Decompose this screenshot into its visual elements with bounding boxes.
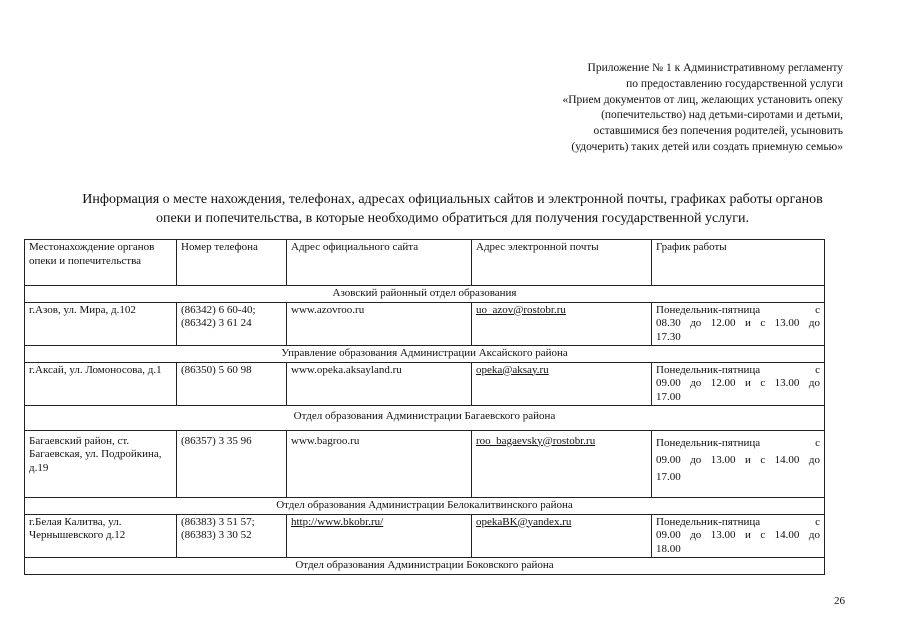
office-address: Багаевский район, ст. Багаевская, ул. Подройкина, д.19 <box>25 430 177 498</box>
appendix-line: (удочерить) таких детей или создать приемную семью» <box>571 140 843 153</box>
schedule-line: 17.00 <box>656 470 681 483</box>
office-email[interactable]: opeka@aksay.ru <box>472 362 652 406</box>
schedule-line: 18.00 <box>656 542 681 555</box>
guardianship-offices-table <box>24 239 825 575</box>
office-phones <box>177 514 287 558</box>
header-email: Адрес электронной почты <box>472 240 652 286</box>
schedule-line: 09.00 до 13.00 и с 14.00 до <box>656 529 820 541</box>
office-address: г.Аксай, ул. Ломоносова, д.1 <box>25 362 177 406</box>
section-title: Азовский районный отдел образования <box>25 286 825 303</box>
section-title-row <box>25 558 825 575</box>
phone-number: (86342) 3 61 24 <box>181 317 252 329</box>
schedule-line: 09.00 до 13.00 и с 14.00 до <box>656 453 820 466</box>
header-phone: Номер телефона <box>177 240 287 286</box>
schedule-line: Понедельник-пятница с <box>656 436 820 449</box>
phone-number: (86357) 3 35 96 <box>181 434 252 447</box>
office-phones <box>177 430 287 498</box>
office-email[interactable]: roo_bagaevsky@rostobr.ru <box>472 430 652 498</box>
office-email[interactable]: uo_azov@rostobr.ru <box>472 302 652 346</box>
section-title-row <box>25 498 825 515</box>
phone-number: (86383) 3 51 57; <box>181 515 255 528</box>
section-title: Отдел образования Администрации Боковского района <box>25 558 825 575</box>
office-website[interactable]: www.opeka.aksayland.ru <box>287 362 472 406</box>
schedule-line: 17.00 <box>656 390 681 403</box>
office-schedule <box>652 362 825 406</box>
office-address: г.Азов, ул. Мира, д.102 <box>25 302 177 346</box>
schedule-line: Понедельник-пятница с <box>656 515 820 528</box>
appendix-note <box>483 61 843 156</box>
office-phones <box>177 302 287 346</box>
office-address: г.Белая Калитва, ул. Чернышевского д.12 <box>25 514 177 558</box>
section-title: Отдел образования Администрации Белокалитвинского района <box>25 498 825 515</box>
heading-line: опеки и попечительства, в которые необходимо обратиться для получения государственной услуги. <box>156 211 749 226</box>
phone-number: (86342) 6 60-40; <box>181 303 256 316</box>
section-title: Отдел образования Администрации Багаевского района <box>25 406 825 431</box>
office-email[interactable]: opekaBK@yandex.ru <box>472 514 652 558</box>
office-schedule <box>652 302 825 346</box>
schedule-line: Понедельник-пятница с <box>656 303 820 316</box>
document-heading <box>24 190 881 228</box>
schedule-line: 17.30 <box>656 330 681 343</box>
heading-line: Информация о месте нахождения, телефонах, адресах официальных сайтов и электронной почты, графиках работы органов <box>82 192 823 207</box>
phone-number: (86350) 5 60 98 <box>181 363 252 376</box>
table-row <box>25 430 825 498</box>
section-title-row <box>25 346 825 363</box>
schedule-line: Понедельник-пятница с <box>656 363 820 376</box>
section-title-row <box>25 286 825 303</box>
schedule-line: 09.00 до 12.00 и с 13.00 до <box>656 377 820 389</box>
office-website[interactable]: http://www.bkobr.ru/ <box>287 514 472 558</box>
appendix-line: «Прием документов от лиц, желающих установить опеку <box>562 93 843 106</box>
section-title-row <box>25 406 825 431</box>
table-row <box>25 514 825 558</box>
office-website[interactable]: www.azovroo.ru <box>287 302 472 346</box>
appendix-line: оставшимися без попечения родителей, усыновить <box>593 125 843 138</box>
office-phones <box>177 362 287 406</box>
appendix-line: по предоставлению государственной услуги <box>626 77 843 90</box>
office-schedule <box>652 514 825 558</box>
table-row <box>25 362 825 406</box>
table-header-row <box>25 240 825 286</box>
header-website: Адрес официального сайта <box>287 240 472 286</box>
phone-number: (86383) 3 30 52 <box>181 529 252 541</box>
header-schedule: График работы <box>652 240 825 286</box>
office-schedule <box>652 430 825 498</box>
table-row <box>25 302 825 346</box>
office-website[interactable]: www.bagroo.ru <box>287 430 472 498</box>
header-location: Местонахождение органов опеки и попечительства <box>25 240 177 286</box>
section-title: Управление образования Администрации Аксайского района <box>25 346 825 363</box>
schedule-line: 08.30 до 12.00 и с 13.00 до <box>656 317 820 329</box>
page-number: 26 <box>834 595 845 607</box>
appendix-line: (попечительство) над детьми-сиротами и детьми, <box>601 109 843 122</box>
appendix-line: Приложение № 1 к Административному регламенту <box>587 62 843 74</box>
